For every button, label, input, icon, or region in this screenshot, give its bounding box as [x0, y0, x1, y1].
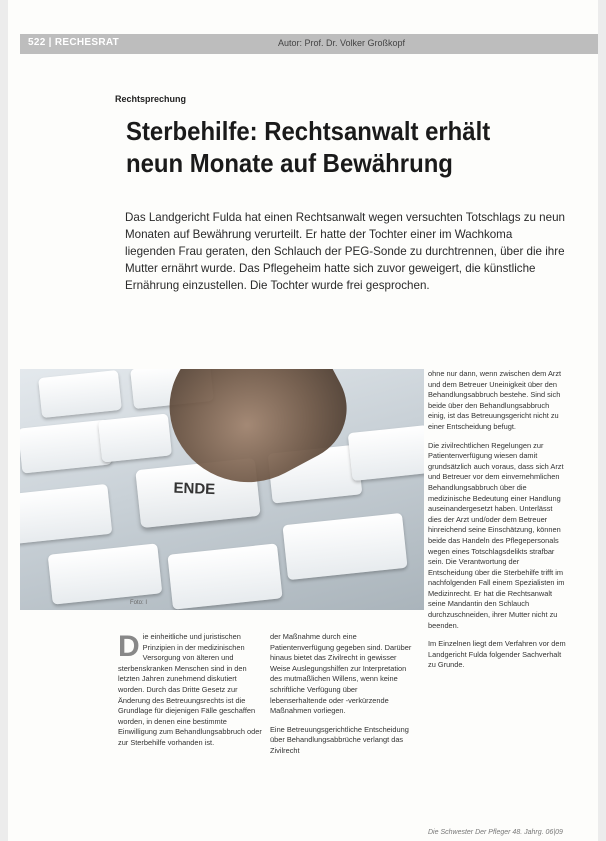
- keyboard-key: [348, 425, 424, 481]
- magazine-page: [8, 0, 598, 841]
- keyboard-key: [282, 513, 407, 580]
- keyboard-photo: [20, 369, 424, 610]
- author-line: Autor: Prof. Dr. Volker Großkopf: [278, 38, 406, 48]
- column-left: [118, 632, 264, 749]
- section-label: Rechtsprechung: [115, 94, 187, 104]
- article-lead: Das Landgericht Fulda hat einen Rechtsanwalt wegen versuchten Totschlags zu neun Monaten auf Bewährung verurteilt. Er hatte der Tochter einer im Wachkoma liegenden Frau geraten, den Schlauch der PEG-Sonde zu durchtrennen, über die ihre Mutter ernährt wurde. Das Pflegeheim hatte sich zuvor geweigert, die künstliche Ernährung einzustellen. Die Tochter wurde frei gesprochen.: [125, 211, 565, 292]
- keyboard-key: [48, 543, 163, 604]
- ende-key-label: ENDE: [173, 479, 216, 499]
- paragraph: der Maßnahme durch eine Patientenverfügung gegeben sind. Darüber hinaus bietet das Zivilrecht in gewisser Weise Auslegungshilfen zur Interpretation des mutmaßlichen Willens, wenn keine schriftliche Verfügung über lebenserhaltende oder -verkürzende Maßnahmen vorliegen.: [270, 632, 412, 716]
- paragraph: Eine Betreuungsgerichtliche Entscheidung über Behandlungsabbrüche verlangt das Zivilrecht: [270, 724, 409, 755]
- article-headline: Sterbehilfe: Rechtsanwalt erhält neun Monate auf Bewährung: [126, 116, 491, 178]
- page-number-section: 522 | RECHESRAT: [28, 37, 120, 48]
- drop-cap: D: [118, 630, 140, 663]
- paragraph: ohne nur dann, wenn zwischen dem Arzt und dem Betreuer Uneinigkeit über den Behandlungsabbruch bestehe. Sind sich beide über den Behandlungsabbruch einig, ist das Betreuungsgericht nicht zu einer Entscheidung befugt.: [428, 369, 562, 431]
- page-header-bar: [20, 34, 598, 54]
- paragraph: Im Einzelnen liegt dem Verfahren vor dem Landgericht Fulda folgender Sachverhalt zu Grunde.: [428, 639, 566, 670]
- column-middle: [270, 632, 416, 757]
- photo-credit: Foto: I: [130, 600, 148, 606]
- keyboard-key: [98, 413, 172, 462]
- page-footer: Die Schwester Der Pfleger 48. Jahrg. 06|09: [428, 829, 563, 836]
- keyboard-key: [20, 484, 112, 544]
- paragraph: ie einheitliche und juristischen Prinzipien in der medizinischen Versorgung von älteren und sterbenskranken Menschen sind in den letzten Jahren zunehmend diskutiert worden. Durch das Dritte Gesetz zur Änderung des Betreuungsrechts ist die Grundlage für diejenigen Fälle geschaffen worden, in denen eine bestimmte Einwilligung zum Behandlungsabbruch oder zur Sterbehilfe vorhanden ist.: [118, 632, 262, 747]
- keyboard-key: [38, 370, 122, 418]
- keyboard-key: [167, 543, 282, 609]
- column-right: [428, 369, 566, 671]
- paragraph: Die zivilrechtlichen Regelungen zur Patientenverfügung wiesen damit grundsätzlich auch voraus, dass sich Arzt und Betreuer vor dem einvernehmlichen Behandlungsabbruch über die medizinische Bedeutung einer Handlung auseinandergesetzt haben. Unterlässt dies der Arzt und/oder dem Betreuer hinreichend seine Einschätzung, können beide das Handeln des Pflegepersonals wegen eines Totschlagsdelikts strafbar sein. Die Verantwortung der Entscheidung über die Sterbehilfe trifft im nachfolgenden Fall einem Spezialisten im Medizinrecht. Er hat die Rechtsanwalt seine Mandantin den Schlauch durchzuschneiden, ihrer Mutter nicht zu beenden.: [428, 440, 565, 630]
